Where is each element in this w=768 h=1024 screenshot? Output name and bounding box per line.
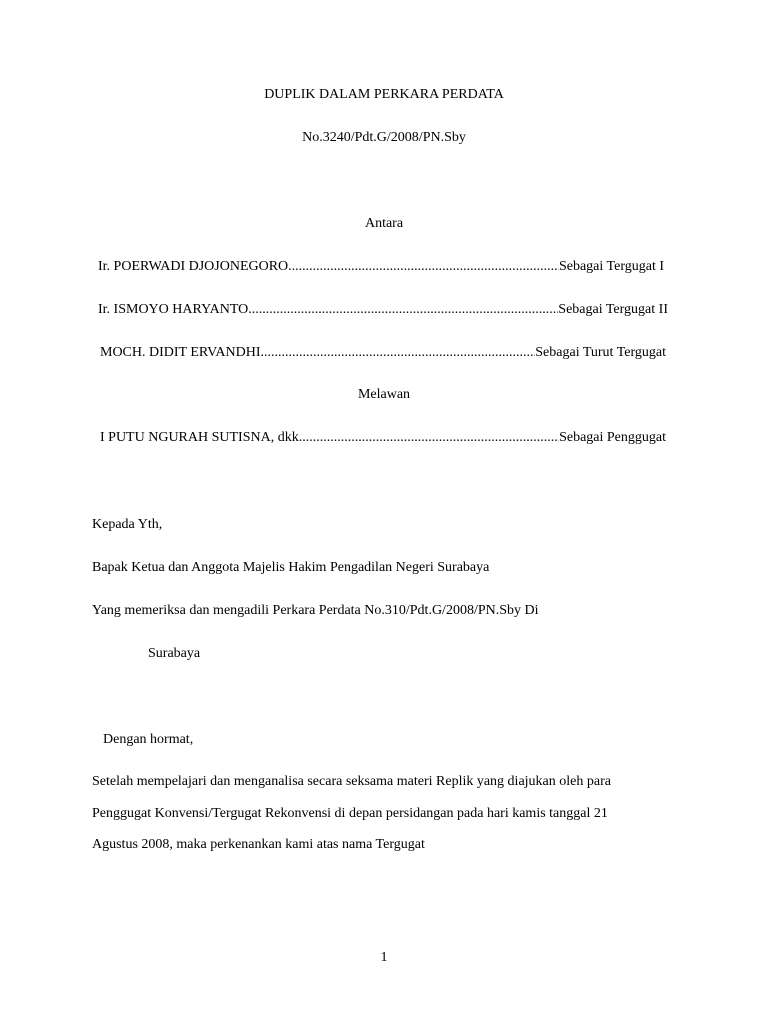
party-name: MOCH. DIDIT ERVANDHI [100, 345, 261, 360]
dot-leader [299, 429, 559, 447]
party-name: Ir. ISMOYO HARYANTO [98, 302, 249, 317]
versus-label: Melawan [357, 387, 411, 402]
document-title: DUPLIK DALAM PERKARA PERDATA [264, 87, 504, 102]
opponent-row [100, 429, 666, 447]
case-number: No.3240/Pdt.G/2008/PN.Sby [302, 130, 466, 145]
addressee-greeting: Kepada Yth, [92, 517, 163, 532]
party-name: Ir. POERWADI DJOJONEGORO [98, 259, 289, 274]
salutation: Dengan hormat, [103, 732, 194, 747]
party-row [100, 344, 666, 362]
party-role: Sebagai Tergugat I [558, 259, 664, 274]
dot-leader [261, 344, 536, 362]
addressee-line: Yang memeriksa dan mengadili Perkara Perdata No.310/Pdt.G/2008/PN.Sby Di [92, 603, 539, 618]
party-role: Sebagai Turut Tergugat [535, 345, 666, 360]
opponent-role: Sebagai Penggugat [559, 430, 666, 445]
party-row [98, 258, 664, 276]
dot-leader [248, 301, 558, 319]
addressee-line: Bapak Ketua dan Anggota Majelis Hakim Pengadilan Negeri Surabaya [92, 560, 490, 575]
dot-leader [288, 258, 559, 276]
body-line: Setelah mempelajari dan menganalisa secara seksama materi Replik yang diajukan oleh para [92, 774, 611, 789]
opponent-name: I PUTU NGURAH SUTISNA, dkk [100, 430, 299, 445]
addressee-city: Surabaya [148, 646, 201, 661]
body-line: Penggugat Konvensi/Tergugat Rekonvensi di depan persidangan pada hari kamis tanggal 21 [92, 806, 608, 821]
party-row [98, 301, 668, 319]
party-role: Sebagai Tergugat II [558, 302, 668, 317]
page-number: 1 [380, 950, 388, 965]
between-label: Antara [364, 216, 404, 231]
body-line: Agustus 2008, maka perkenankan kami atas nama Tergugat [92, 837, 425, 852]
